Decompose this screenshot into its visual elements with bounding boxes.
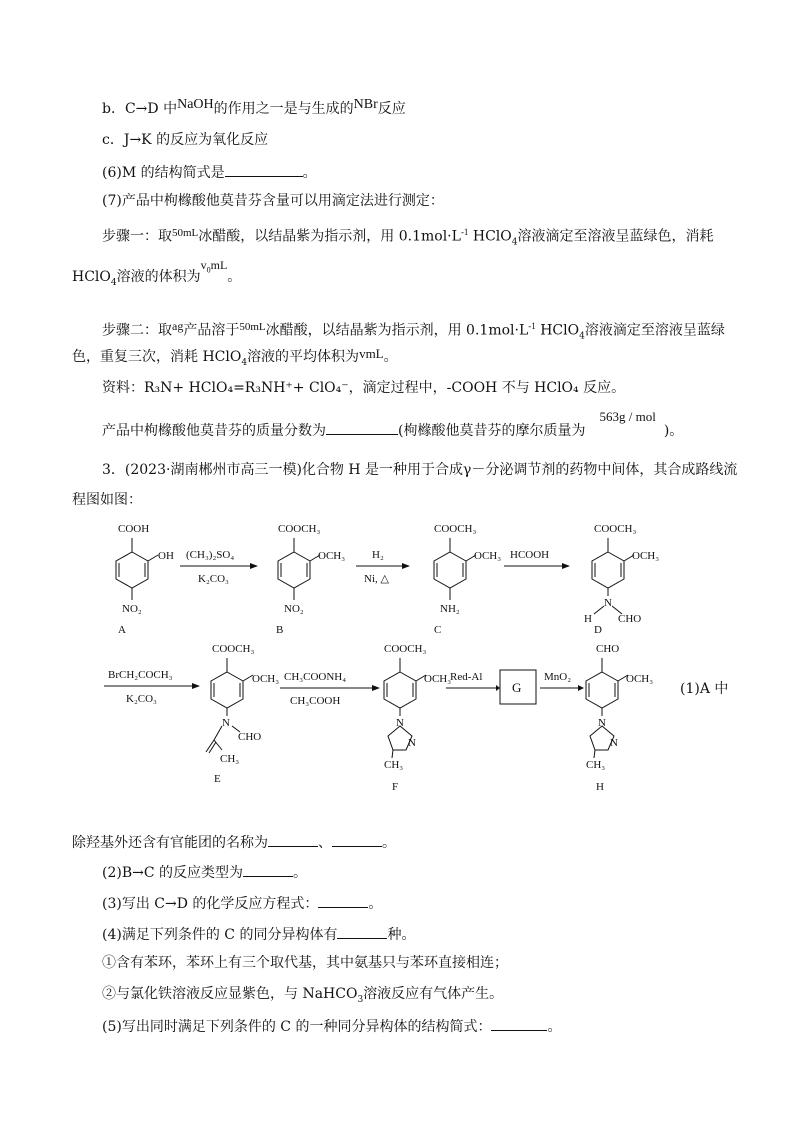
subscript: 4: [579, 331, 585, 342]
compound-c-nh2: NH₂: [440, 603, 460, 615]
reagent-bromoacetone: BrCH₂COCH₃: [108, 669, 173, 681]
compound-b-och3: OCH₃: [318, 550, 346, 562]
compound-f-n1: N: [396, 717, 404, 729]
q3-intro-line2: 程图如图：: [72, 492, 142, 508]
compound-d-och3: OCH₃: [632, 550, 660, 562]
answer-blank: [243, 862, 293, 877]
step-one-cont-text: 溶液的体积为: [116, 269, 201, 285]
v0-value: [200, 258, 228, 275]
compound-d-h: H: [584, 613, 592, 625]
reagent-dimethyl-sulfate: (CH₃)₂SO₄: [186, 549, 235, 561]
compound-h-ch3: CH₃: [586, 759, 606, 771]
reagent-ni-heat: Ni, △: [364, 573, 389, 585]
q3-part4: [102, 924, 415, 944]
superscript: -1: [528, 321, 536, 331]
punct: 。: [302, 165, 317, 181]
compound-c-och3: OCH₃: [474, 550, 502, 562]
compound-f-och3: OCH₃: [424, 673, 452, 685]
mass-fraction-question: [102, 409, 684, 440]
compound-d-label: D: [594, 624, 602, 636]
subscript: 0: [206, 265, 211, 275]
punct: 。: [368, 896, 383, 912]
q3-intro-line1: 3．(2023·湖南郴州市高三一模)化合物 H 是一种用于合成γ－分泌调节剂的药物中间体，其合成路线流: [102, 462, 738, 478]
reagent-hcooh: HCOOH: [510, 549, 550, 561]
answer-blank: [337, 924, 387, 939]
reagent-acetic-acid: CH₃COOH: [290, 695, 341, 707]
punct: 。: [382, 835, 396, 851]
punct: 。: [383, 349, 398, 365]
compound-a-cooh: COOH: [118, 523, 150, 535]
answer-blank: [268, 832, 318, 847]
q3-part2-text: (2)B→C 的反应类型为: [102, 865, 244, 881]
step-two-cont-text2: 溶液的平均体积为: [247, 349, 360, 365]
compound-h-n1: N: [598, 717, 606, 729]
q3-part1: [72, 832, 396, 852]
volume-50ml: 50mL: [239, 320, 266, 333]
punct: 种。: [387, 927, 416, 943]
condition-2-text2: 溶液反应有气体产生。: [363, 986, 504, 1002]
subscript: 4: [511, 237, 518, 248]
reagent-ammonium-acetate: CH₃COONH₄: [284, 671, 347, 683]
option-b-text3: 反应: [377, 101, 406, 117]
q3-part1-right: (1)A 中: [680, 681, 729, 697]
compound-b-label: B: [276, 624, 284, 636]
molar-mass-value: 563g / mol: [599, 409, 656, 424]
q3-part5: [102, 1016, 561, 1036]
step-two-cont-text: 色，重复三次，消耗 HClO: [72, 349, 242, 365]
compound-f-ch3: CH₃: [384, 759, 404, 771]
question-6: [102, 162, 317, 182]
compound-d-cho: CHO: [618, 613, 642, 625]
molar-mass-text: (枸橼酸他莫昔芬的摩尔质量为: [398, 423, 586, 439]
answer-blank: [318, 893, 368, 908]
compound-h-n2: N: [610, 737, 618, 749]
compound-d-cooch3: COOCH₃: [594, 523, 637, 535]
compound-c-cooch3: COOCH₃: [434, 523, 477, 535]
punct: 。: [227, 269, 242, 285]
q3-part1-text: 除羟基外还含有官能团的名称为: [72, 835, 268, 851]
step-two-cont: [72, 348, 398, 372]
step-two-label: 步骤二：取: [102, 322, 172, 339]
hclo4: HClO: [72, 269, 111, 285]
step-one-label: 步骤一：取: [102, 228, 172, 245]
compound-g-label: G: [512, 680, 522, 695]
compound-d-n: N: [604, 597, 612, 609]
compound-h-och3: OCH₃: [626, 673, 654, 685]
hclo4: HClO: [535, 322, 580, 339]
compound-e-cho: CHO: [238, 731, 262, 743]
naoh-formula: NaOH: [177, 97, 214, 112]
reagent-k2co3: K₂CO₃: [198, 573, 229, 585]
compound-a-oh: OH: [158, 550, 174, 562]
compound-e-label: E: [214, 773, 221, 785]
compound-h-label: H: [596, 781, 604, 793]
compound-a-label: A: [118, 624, 126, 636]
step-one-text2: 溶液滴定至溶液呈蓝绿色，消耗: [517, 228, 714, 245]
volume-v: vmL: [359, 346, 384, 361]
volume-50ml: 50mL: [172, 226, 199, 239]
reagent-red-al: Red-Al: [450, 671, 483, 683]
compound-b-cooch3: COOCH₃: [278, 523, 321, 535]
punct: 。: [293, 865, 308, 881]
step-two-text3: 溶液滴定至溶液呈蓝绿: [584, 322, 725, 339]
compound-b-no2: NO₂: [284, 603, 304, 615]
subscript: 4: [241, 357, 248, 368]
compound-c-label: C: [434, 624, 442, 636]
mass-ag: ag: [172, 318, 184, 333]
reagent-k2co3: K₂CO₃: [126, 693, 157, 705]
compound-f-n2: N: [408, 737, 416, 749]
compound-e-ch3: CH₃: [220, 753, 240, 765]
condition-2: [102, 985, 503, 1009]
hclo4: HClO: [468, 228, 512, 245]
compound-f-label: F: [392, 781, 399, 793]
step-one-text: 冰醋酸，以结晶紫为指示剂，用 0.1mol·L: [198, 228, 461, 245]
question-6-text: (6)M 的结构简式是: [102, 165, 225, 181]
step-two: [102, 317, 725, 345]
q3-part3-text: (3)写出 C→D 的化学反应方程式：: [102, 896, 319, 912]
answer-blank: [225, 162, 303, 177]
synthesis-scheme: [0, 500, 800, 820]
question-7: (7)产品中枸橼酸他莫昔芬含量可以用滴定法进行测定：: [102, 193, 444, 209]
reagent-h2: H₂: [372, 549, 384, 561]
compound-h-cho: CHO: [596, 643, 620, 655]
subscript: 3: [357, 994, 364, 1005]
step-two-text: 产品溶于: [183, 322, 240, 339]
answer-blank: [332, 832, 382, 847]
v0-symbol: v: [200, 258, 207, 272]
compound-e-cooch3: COOCH₃: [212, 643, 255, 655]
q3-part2: [102, 862, 307, 882]
q3-part3: [102, 893, 382, 913]
compound-e-n: N: [222, 717, 230, 729]
condition-2-text: ②与氯化铁溶液反应显紫色，与 NaHCO: [102, 986, 358, 1002]
punct: )。: [663, 423, 684, 439]
q3-part4-text: (4)满足下列条件的 C 的同分异构体有: [102, 927, 338, 943]
compound-a-no2: NO₂: [122, 603, 142, 615]
option-b-text2: 的作用之一是与生成的: [213, 101, 354, 117]
separator: 、: [318, 835, 332, 851]
condition-1: ①含有苯环，苯环上有三个取代基，其中氨基只与苯环直接相连；: [102, 955, 508, 971]
answer-blank: [326, 420, 398, 435]
nbr-formula: NBr: [353, 97, 378, 112]
option-b: [102, 97, 406, 119]
mass-fraction-text: 产品中枸橼酸他莫昔芬的质量分数为: [102, 423, 326, 439]
q3-part5-text: (5)写出同时满足下列条件的 C 的一种同分异构体的结构简式：: [102, 1019, 492, 1035]
option-b-text: b．C→D 中: [102, 101, 178, 117]
option-c: c．J→K 的反应为氧化反应: [102, 132, 269, 148]
answer-blank: [491, 1016, 547, 1031]
step-one: [102, 223, 714, 251]
punct: 。: [547, 1019, 562, 1035]
unit: mL: [210, 258, 228, 272]
info-note: 资料：R₃N+ HClO₄=R₃NH⁺+ ClO₄⁻，滴定过程中，-COOH 不与 HClO₄ 反应。: [102, 380, 626, 396]
reagent-mno2: MnO₂: [544, 671, 572, 683]
step-two-text2: 冰醋酸，以结晶紫为指示剂，用 0.1mol·L: [265, 322, 529, 339]
subscript: 4: [110, 277, 117, 288]
superscript: -1: [460, 227, 469, 237]
step-one-cont: [72, 258, 242, 292]
compound-f-cooch3: COOCH₃: [384, 643, 427, 655]
compound-e-och3: OCH₃: [252, 673, 280, 685]
